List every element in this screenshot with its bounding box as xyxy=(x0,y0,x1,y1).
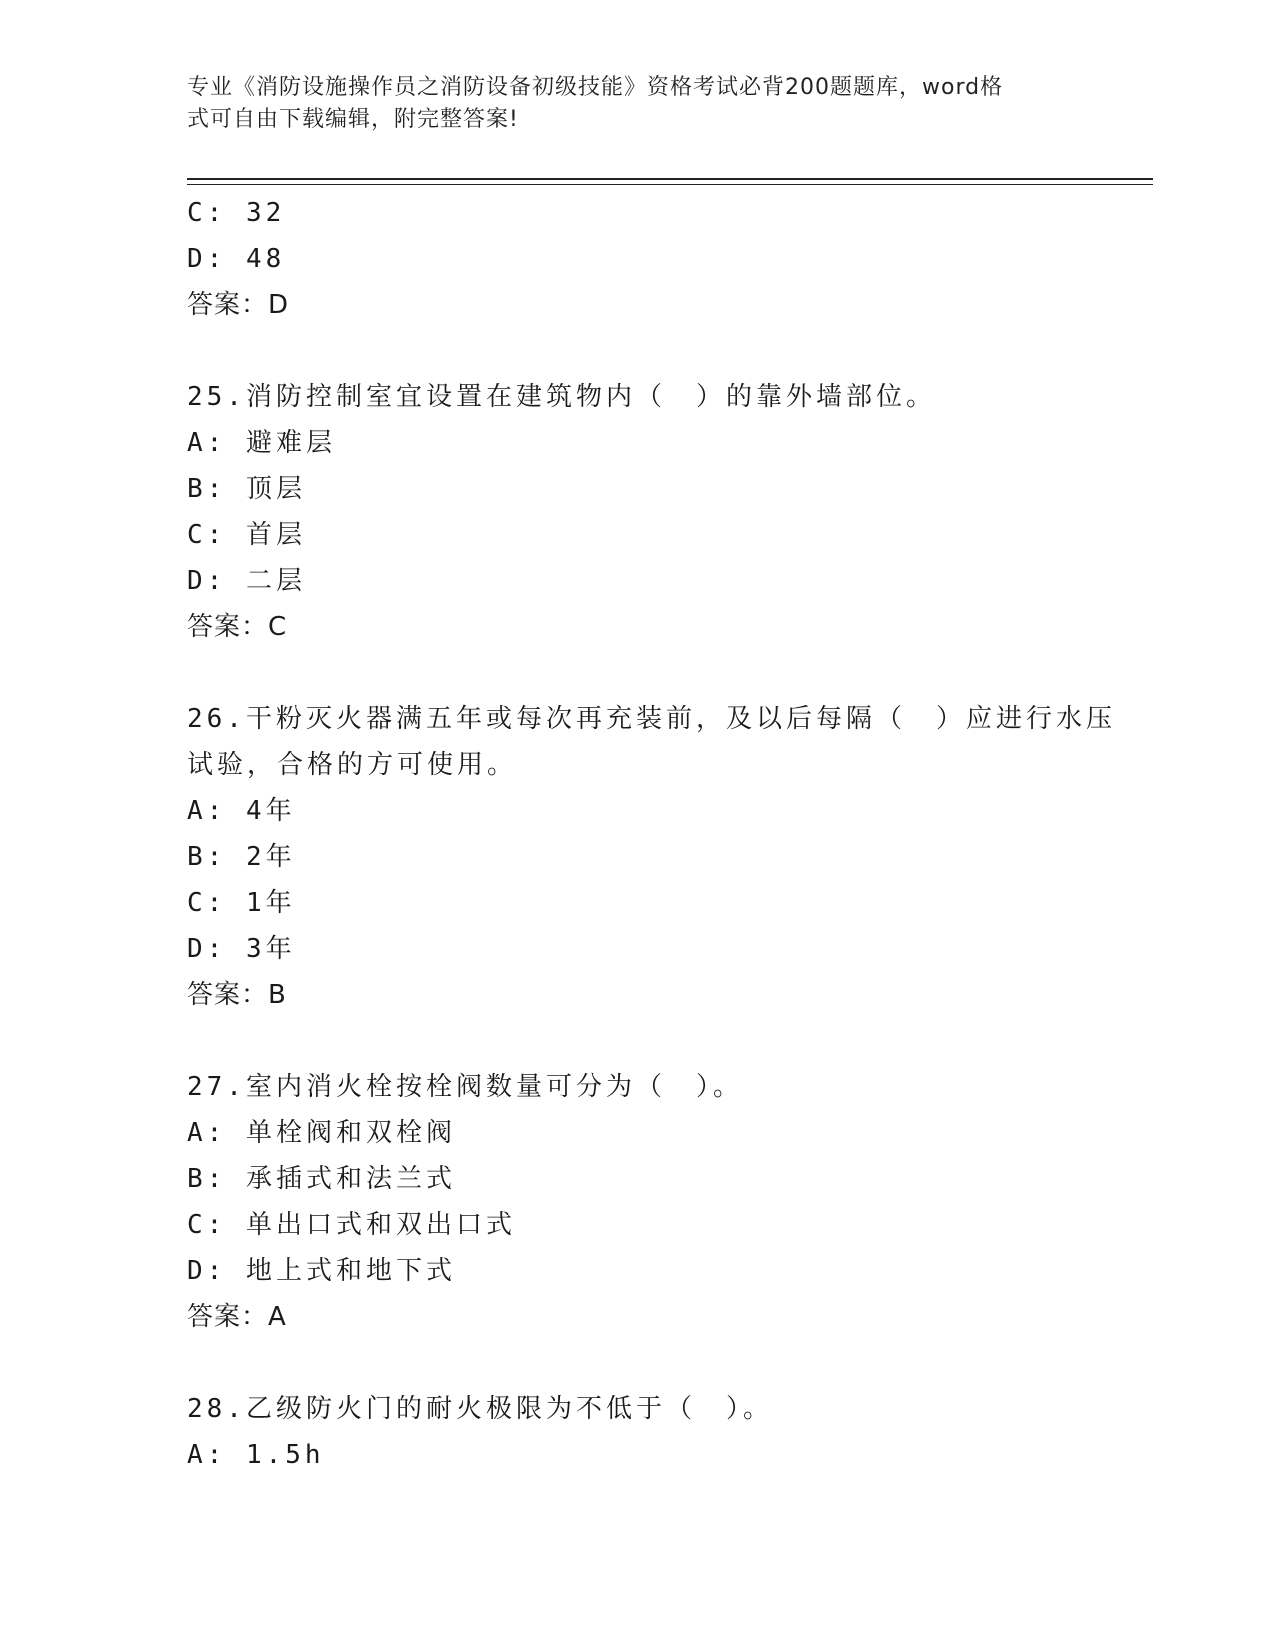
answer-line: 答案：B xyxy=(187,980,287,1010)
option-c: C: 1年 xyxy=(187,888,296,918)
option-c: C: 32 xyxy=(187,198,286,228)
option-b: B: 2年 xyxy=(187,842,296,872)
header-line-2: 式可自由下载编辑，附完整答案! xyxy=(187,107,519,132)
option-a: A: 4年 xyxy=(187,796,296,826)
question-block-25 xyxy=(187,374,1087,650)
option-d: D: 3年 xyxy=(187,934,296,964)
spacer xyxy=(187,328,1087,374)
question-block-27 xyxy=(187,1064,1087,1340)
question-list xyxy=(187,190,1116,1478)
document-header xyxy=(187,72,1067,136)
option-d: D: 地上式和地下式 xyxy=(187,1256,456,1286)
option-d: D: 48 xyxy=(187,244,286,274)
option-b: B: 顶层 xyxy=(187,474,306,504)
header-divider-thick xyxy=(187,178,1153,180)
option-d: D: 二层 xyxy=(187,566,306,596)
answer-line: 答案：D xyxy=(187,290,290,320)
spacer xyxy=(187,650,1087,696)
question-stem: 27.室内消火栓按栓阀数量可分为（ ）。 xyxy=(187,1072,743,1102)
option-a: A: 避难层 xyxy=(187,428,336,458)
question-stem: 25.消防控制室宜设置在建筑物内（ ）的靠外墙部位。 xyxy=(187,382,936,412)
spacer xyxy=(187,1018,1087,1064)
option-c: C: 单出口式和双出口式 xyxy=(187,1210,516,1240)
option-a: A: 单栓阀和双栓阀 xyxy=(187,1118,456,1148)
option-b: B: 承插式和法兰式 xyxy=(187,1164,456,1194)
question-block-26 xyxy=(187,696,1116,1018)
answer-line: 答案：A xyxy=(187,1302,287,1332)
spacer xyxy=(187,1340,1087,1386)
answer-line: 答案：C xyxy=(187,612,288,642)
header-divider-thin xyxy=(187,184,1153,185)
option-c: C: 首层 xyxy=(187,520,306,550)
question-stem: 28.乙级防火门的耐火极限为不低于（ ）。 xyxy=(187,1394,773,1424)
question-block-previous xyxy=(187,190,1087,328)
question-stem-line-2: 试验，合格的方可使用。 xyxy=(187,750,518,780)
option-a: A: 1.5h xyxy=(187,1440,325,1470)
header-line-1: 专业《消防设施操作员之消防设备初级技能》资格考试必背200题题库，word格 xyxy=(187,75,1004,100)
question-stem-line-1: 26.干粉灭火器满五年或每次再充装前，及以后每隔（ ）应进行水压 xyxy=(187,704,1116,734)
question-block-28 xyxy=(187,1386,1087,1478)
